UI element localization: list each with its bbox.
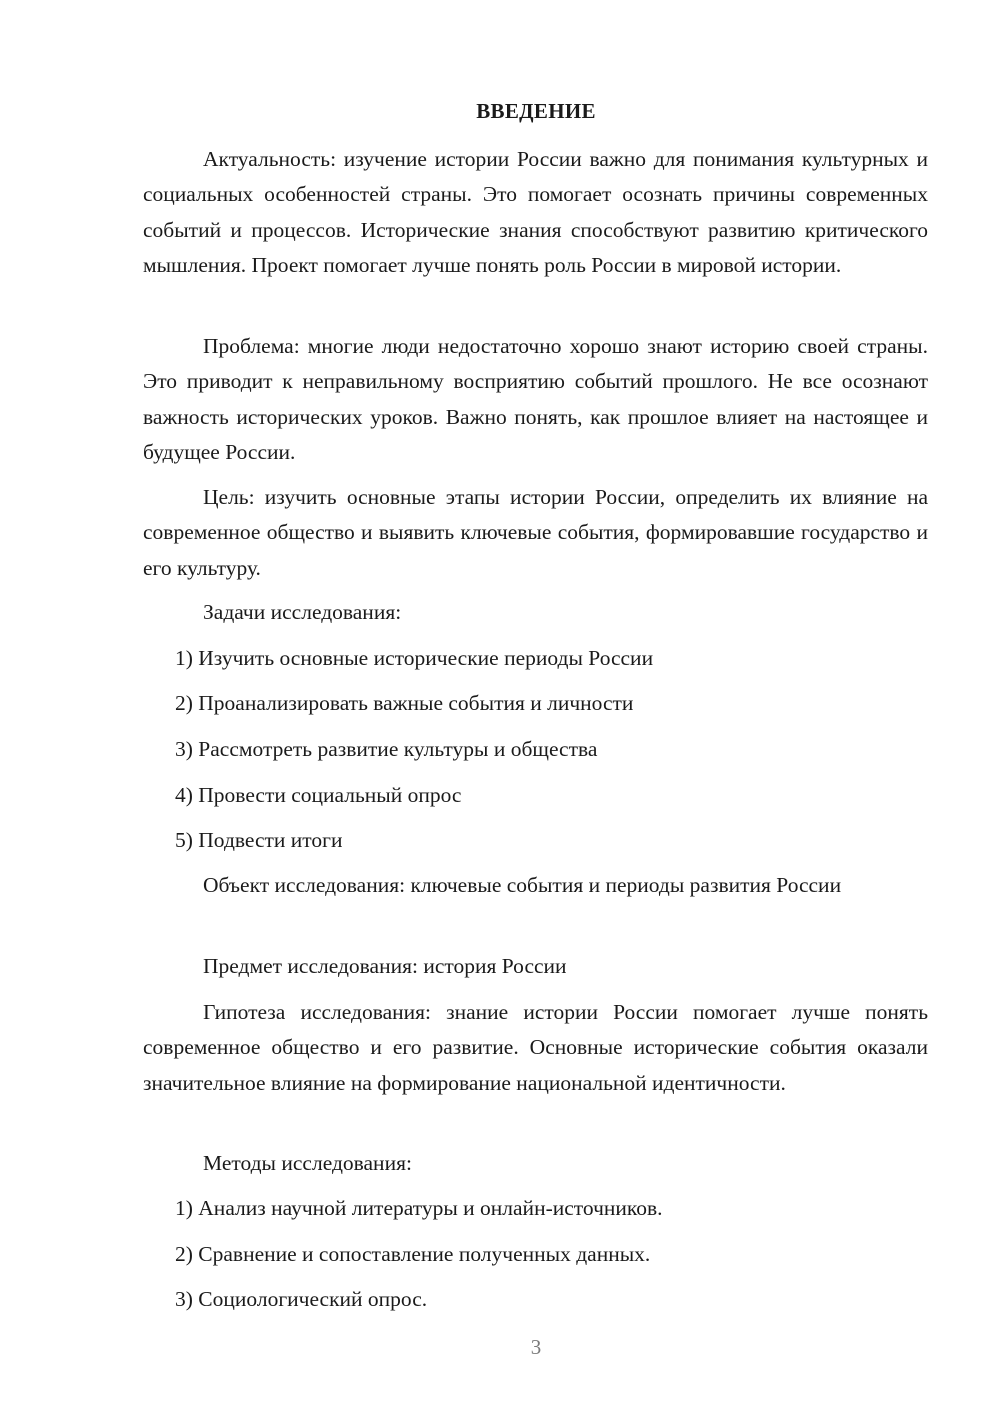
list-item: 5) Подвести итоги [175,828,343,852]
list-item: 1) Изучить основные исторические периоды России [175,646,654,670]
hypothesis-paragraph: Гипотеза исследования: знание истории России помогает лучше понять современное общество и его развитие. Основные исторические события оказали значительное влияние на формирование национальной идентичности. [143,1000,928,1095]
page-title: ВВЕДЕНИЕ [476,99,596,123]
list-item: 3) Рассмотреть развитие культуры и общества [175,737,598,761]
relevance-paragraph: Актуальность: изучение истории России важно для понимания культурных и социальных особенностей страны. Это помогает осознать причины современных событий и процессов. Исторические знания способствуют развитию критического мышления. Проект помогает лучше понять роль России в мировой истории. [143,147,928,277]
methods-title: Методы исследования: [203,1151,412,1175]
list-item: 3) Социологический опрос. [175,1287,428,1311]
tasks-title: Задачи исследования: [203,600,402,624]
list-item: 2) Сравнение и сопоставление полученных данных. [175,1242,651,1266]
problem-paragraph: Проблема: многие люди недостаточно хорошо знают историю своей страны. Это приводит к неправильному восприятию событий прошлого. Не все осознают важность исторических уроков. Важно понять, как прошлое влияет на настоящее и будущее России. [143,334,928,464]
list-item: 1) Анализ научной литературы и онлайн-источников. [175,1196,663,1220]
list-item: 2) Проанализировать важные события и личности [175,691,634,715]
object-paragraph: Объект исследования: ключевые события и периоды развития России [203,873,842,897]
list-item: 4) Провести социальный опрос [175,783,462,807]
subject-paragraph: Предмет исследования: история России [203,954,567,978]
page-number: 3 [530,1335,542,1359]
goal-paragraph: Цель: изучить основные этапы истории России, определить их влияние на современное общество и выявить ключевые события, формировавшие государство и его культуру. [143,485,928,580]
